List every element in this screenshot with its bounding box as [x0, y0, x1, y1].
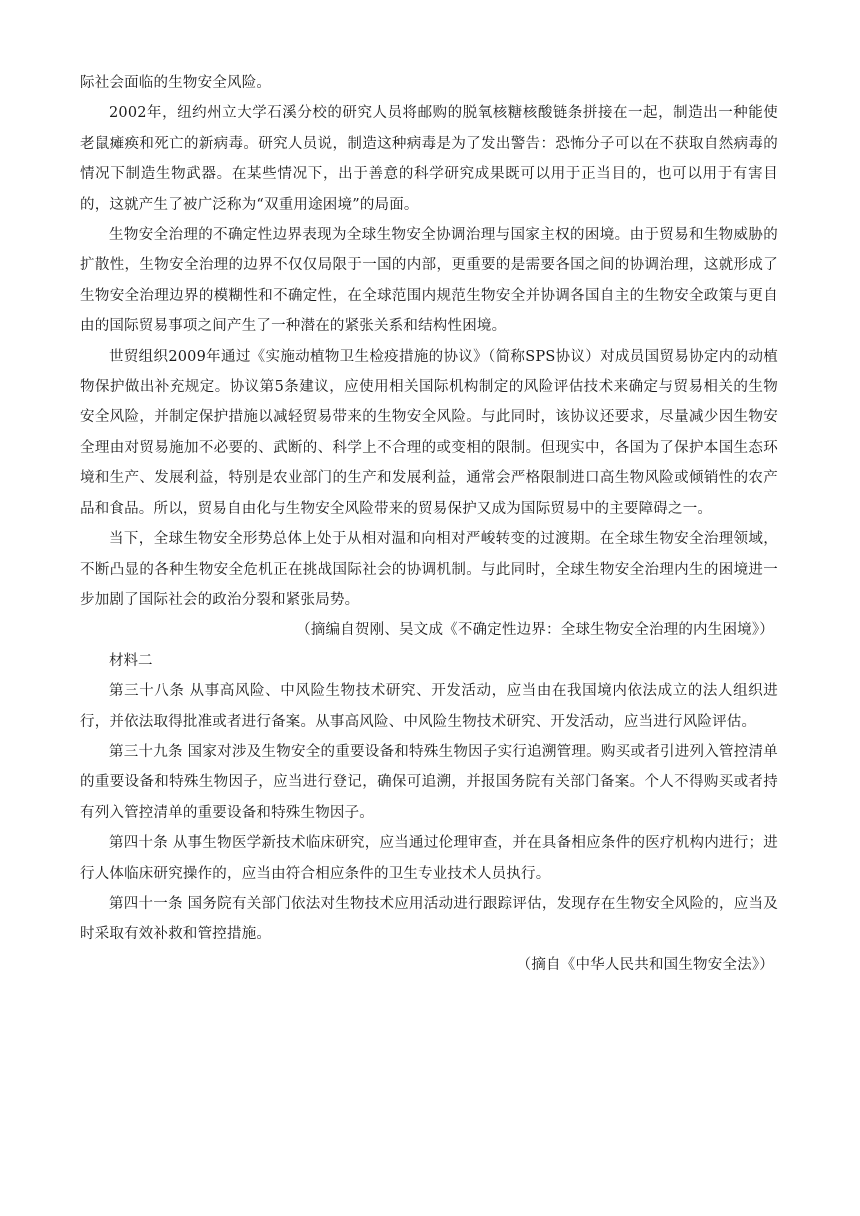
paragraph: 世贸组织2009年通过《实施动植物卫生检疫措施的协议》（简称SPS协议）对成员国贸易协定内的动植物保护做出补充规定。协议第5条建议，应使用相关国际机构制定的风险评估技术来确定与贸易相关的生物安全风险，并制定保护措施以减轻贸易带来的生物安全风险。与此同时，该协议还要求，尽量减少因生物安全理由对贸易施加不必要的、武断的、科学上不合理的或变相的限制。但现实中，各国为了保护本国生态环境和生产、发展利益，特别是农业部门的生产和发展利益，通常会严格限制进口高生物风险或倾销性的农产品和食品。所以，贸易自由化与生物安全风险带来的贸易保护又成为国际贸易中的主要障碍之一。 — [80, 348, 778, 517]
law-article: 第三十八条 从事高风险、中风险生物技术研究、开发活动，应当由在我国境内依法成立的法人组织进行，并依法取得批准或者进行备案。从事高风险、中风险生物技术研究、开发活动，应当进行风险评估。 — [80, 683, 778, 730]
document-page — [80, 68, 778, 980]
paragraph: 生物安全治理的不确定性边界表现为全球生物安全协调治理与国家主权的困境。由于贸易和生物威胁的扩散性，生物安全治理的边界不仅仅局限于一国的内部，更重要的是需要各国之间的协调治理，这就形成了生物安全治理边界的模糊性和不确定性，在全球范围内规范生物安全并协调各国自主的生物安全政策与更自由的国际贸易事项之间产生了一种潜在的紧张关系和结构性困境。 — [80, 227, 778, 335]
source-citation: （摘自《中华人民共和国生物安全法》） — [516, 956, 774, 973]
law-article: 第四十条 从事生物医学新技术临床研究，应当通过伦理审查，并在具备相应条件的医疗机构内进行；进行人体临床研究操作的，应当由符合相应条件的卫生专业技术人员执行。 — [80, 835, 778, 882]
material-label: 材料二 — [109, 652, 153, 669]
paragraph-continuation: 际社会面临的生物安全风险。 — [80, 75, 272, 91]
law-article: 第三十九条 国家对涉及生物安全的重要设备和特殊生物因子实行追溯管理。购买或者引进列入管控清单的重要设备和特殊生物因子，应当进行登记，确保可追溯，并报国务院有关部门备案。个人不得购买或者持有列入管控清单的重要设备和特殊生物因子。 — [80, 743, 778, 821]
source-citation: （摘编自贺刚、吴文成《不确定性边界：全球生物安全治理的内生困境》） — [296, 622, 774, 639]
paragraph: 2002年，纽约州立大学石溪分校的研究人员将邮购的脱氧核糖核酸链条拼接在一起，制造出一种能使老鼠瘫痪和死亡的新病毒。研究人员说，制造这种病毒是为了发出警告：恐怖分子可以在不获取自然病毒的情况下制造生物武器。在某些情况下，出于善意的科学研究成果既可以用于正当目的，也可以用于有害目的，这就产生了被广泛称为“双重用途困境”的局面。 — [80, 105, 778, 213]
law-article: 第四十一条 国务院有关部门依法对生物技术应用活动进行跟踪评估，发现存在生物安全风险的，应当及时采取有效补救和管控措施。 — [80, 895, 778, 943]
paragraph: 当下，全球生物安全形势总体上处于从相对温和向相对严峻转变的过渡期。在全球生物安全治理领域，不断凸显的各种生物安全危机正在挑战国际社会的协调机制。与此同时，全球生物安全治理内生的困境进一步加剧了国际社会的政治分裂和紧张局势。 — [80, 531, 778, 608]
